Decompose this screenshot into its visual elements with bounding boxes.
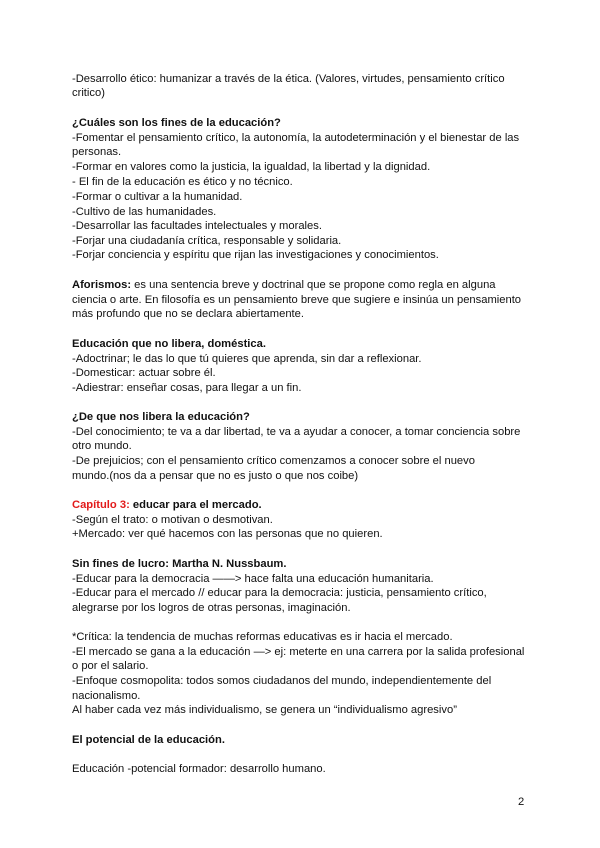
section-heading: Sin fines de lucro: Martha N. Nussbaum. [72, 558, 287, 570]
text-line: mundo.(nos da a pensar que no es justo o que nos coibe) [72, 470, 359, 482]
text-line: nacionalismo. [72, 690, 141, 702]
text-line: +Mercado: ver qué hacemos con las personas que no quieren. [72, 528, 383, 540]
text-line: -Forjar conciencia y espíritu que rijan las investigaciones y conocimientos. [72, 249, 439, 261]
text-line: -Adiestrar: enseñar cosas, para llegar a un fin. [72, 382, 302, 394]
text-line: otro mundo. [72, 440, 132, 452]
text-line: más profundo que no se declara abiertamente. [72, 308, 304, 320]
text-line: -Domesticar: actuar sobre él. [72, 367, 216, 379]
text-line: -Del conocimiento; te va a dar libertad, te va a ayudar a conocer, a tomar conciencia sobre [72, 426, 521, 438]
text-line: -Según el trato: o motivan o desmotivan. [72, 514, 273, 526]
text-line: -De prejuicios; con el pensamiento crítico comenzamos a conocer sobre el nuevo [72, 455, 475, 467]
text-line: Educación -potencial formador: desarrollo humano. [72, 763, 326, 775]
text-line: alegrarse por los logros de otras personas, imaginación. [72, 602, 351, 614]
text-line: ciencia o arte. En filosofía es un pensamiento breve que sugiere e insinúa un pensamiento [72, 294, 522, 306]
text-line: -Adoctrinar; le das lo que tú quieres que aprenda, sin dar a reflexionar. [72, 353, 422, 365]
section-heading: ¿Cuáles son los fines de la educación? [72, 117, 281, 129]
text-line: -Educar para el mercado // educar para la democracia: justicia, pensamiento crítico, [72, 587, 487, 599]
text-line: -Desarrollo ético: humanizar a través de la ética. (Valores, virtudes, pensamiento crítico [72, 73, 505, 85]
chapter-heading [72, 498, 262, 512]
text-line: -Educar para la democracia ——> hace falta una educación humanitaria. [72, 573, 434, 585]
definition-term: Aforismos: [72, 279, 132, 291]
text-line: -Formar en valores como la justicia, la igualdad, la libertad y la dignidad. [72, 161, 431, 173]
text-line: Al haber cada vez más individualismo, se genera un “individualismo agresivo” [72, 704, 457, 716]
section-heading: ¿De que nos libera la educación? [72, 411, 250, 423]
text-line: -Forjar una ciudadanía crítica, responsable y solidaria. [72, 235, 342, 247]
section-heading: El potencial de la educación. [72, 734, 225, 746]
text-line: personas. [72, 146, 122, 158]
text-line: -Fomentar el pensamiento crítico, la autonomía, la autodeterminación y el bienestar de las [72, 132, 520, 144]
text-line: o por el salario. [72, 660, 149, 672]
text-line: -El mercado se gana a la educación —> ej: meterte en una carrera por la salida profesional [72, 646, 525, 658]
page-number: 2 [518, 796, 525, 808]
definition-text: es una sentencia breve y doctrinal que se propone como regla en alguna [131, 279, 496, 291]
chapter-label: Capítulo 3: [72, 499, 130, 511]
definition-line [72, 278, 496, 292]
text-line: -Enfoque cosmopolita: todos somos ciudadanos del mundo, independientemente del [72, 675, 492, 687]
text-line: - El fin de la educación es ético y no técnico. [72, 176, 293, 188]
text-line: -Formar o cultivar a la humanidad. [72, 191, 243, 203]
text-line: *Crítica: la tendencia de muchas reformas educativas es ir hacia el mercado. [72, 631, 453, 643]
text-line: -Desarrollar las facultades intelectuales y morales. [72, 220, 322, 232]
section-heading: Educación que no libera, doméstica. [72, 338, 266, 350]
text-line: critico) [72, 87, 105, 99]
chapter-title: educar para el mercado. [129, 499, 262, 511]
text-line: -Cultivo de las humanidades. [72, 206, 217, 218]
